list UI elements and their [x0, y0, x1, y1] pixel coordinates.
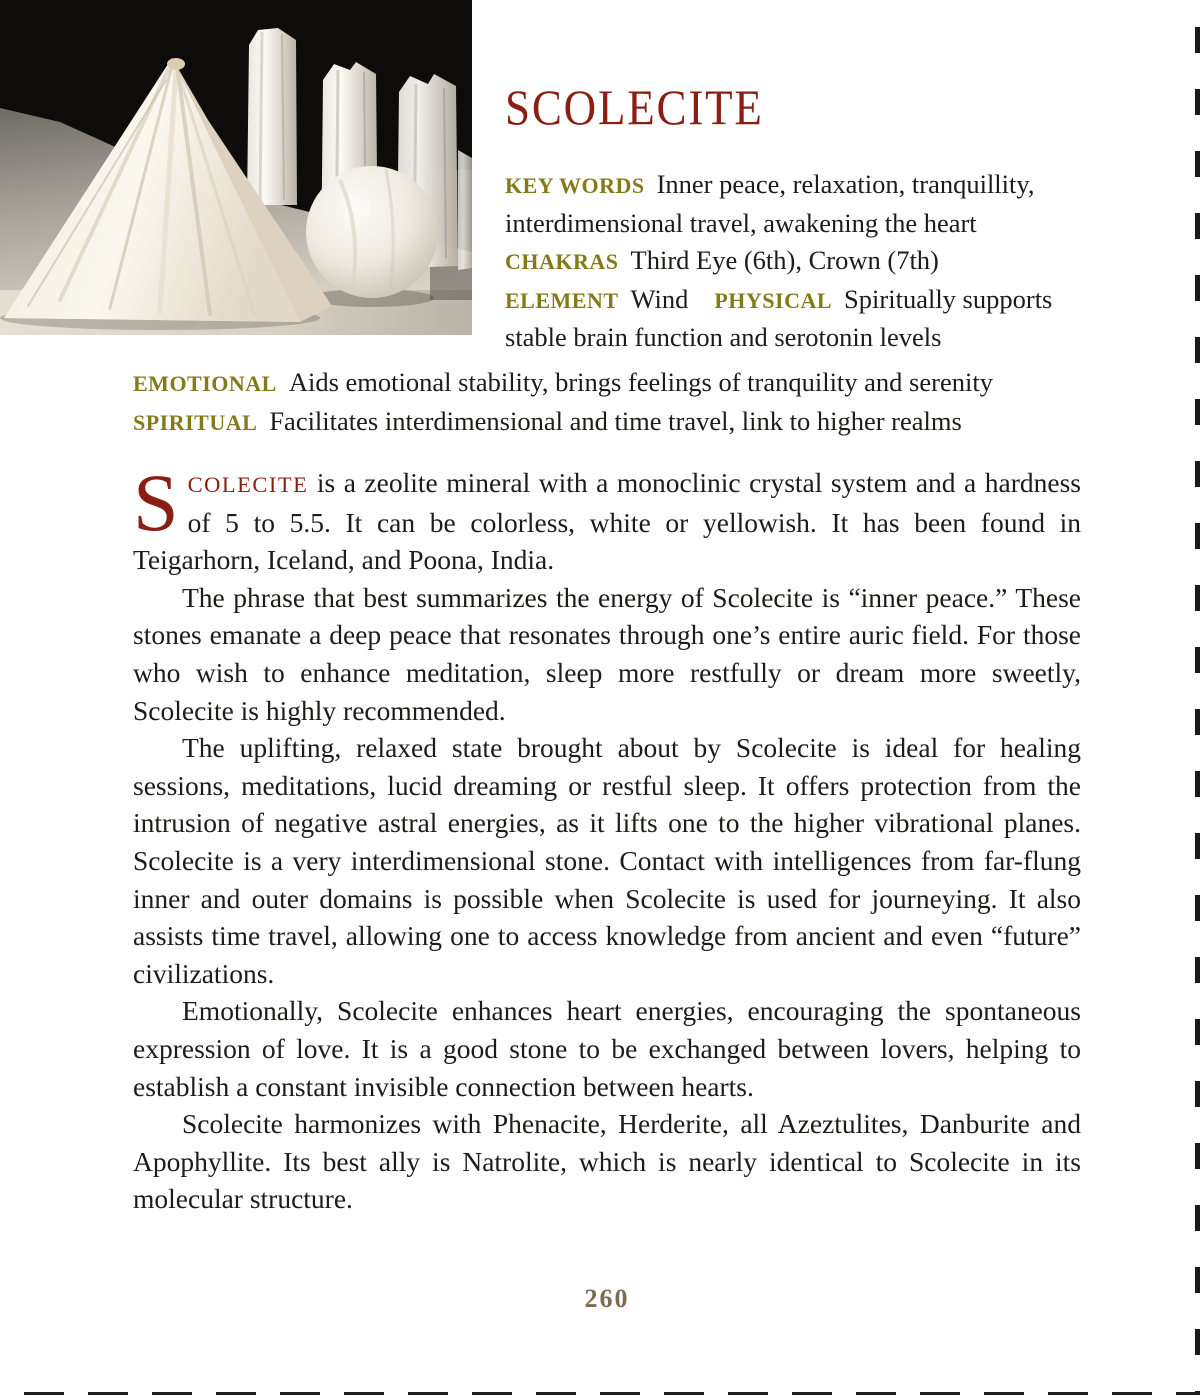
spiritual-line — [133, 403, 1085, 442]
body-paragraph: Emotionally, Scolecite enhances heart energies, encouraging the spontaneous expression of love. It is a good stone to be exchanged between lovers, helping to establish a constant invisible connection between hearts. — [133, 995, 1081, 1102]
crystals-illustration — [0, 0, 472, 335]
properties-column — [505, 166, 1083, 357]
lead-text: is a zeolite mineral with a monoclinic crystal system and a hardness of 5 to 5.5. It can be colorless, white or yellowish. It has been found in Teigarhorn, Iceland, and Poona, India. — [133, 467, 1081, 576]
chakras-label: CHAKRAS — [505, 249, 619, 274]
body-paragraph: The uplifting, relaxed state brought about by Scolecite is ideal for healing sessions, meditations, lucid dreaming or restful sleep. It offers protection from the intrusion of negative astral energies, as it lifts one to the higher vibrational planes. Scolecite is a very interdimensional stone. Contact with intelligences from far-flung inner and outer domains is possible when Scolecite is used for journeying. It also assists time travel, allowing one to access knowledge from ancient and even “future” civilizations. — [133, 732, 1081, 989]
emotional-line — [133, 364, 1085, 403]
header-column — [505, 79, 1083, 357]
properties-full-width — [133, 364, 1085, 441]
page-edge-tabs-right — [1195, 27, 1200, 1393]
element-label: ELEMENT — [505, 287, 619, 313]
lead-smallcaps: COLECITE — [187, 472, 309, 497]
key-words-value: Inner peace, relaxation, tranquillity, interdimensional travel, awakening the heart — [505, 169, 1035, 238]
chakras-value: Third Eye (6th), Crown (7th) — [630, 245, 939, 275]
page-title: SCOLECITE — [505, 79, 764, 135]
element-physical-line — [505, 281, 1083, 357]
physical-value: Spiritually supports stable brain function and serotonin levels — [505, 283, 1053, 352]
body-paragraph: Scolecite harmonizes with Phenacite, Herderite, all Azeztulites, Danburite and Apophyllite. Its best ally is Natrolite, which is nearly identical to Scolecite in its molecular structure. — [133, 1108, 1081, 1215]
spiritual-label: SPIRITUAL — [133, 409, 258, 435]
emotional-value: Aids emotional stability, brings feelings of tranquility and serenity — [288, 367, 993, 397]
physical-label: PHYSICAL — [714, 287, 833, 313]
key-words-line — [505, 166, 1083, 242]
scolecite-photo — [0, 0, 472, 335]
element-value: Wind — [630, 283, 689, 314]
body-paragraph: The phrase that best summarizes the energy of Scolecite is “inner peace.” These stones emanate a deep peace that resonates through one’s entire auric field. For those who wish to enhance meditation, sleep more restfully or dream more sweetly, Scolecite is highly recommended. — [133, 581, 1081, 726]
page-number: 260 — [584, 1284, 630, 1313]
drop-cap: S — [133, 457, 179, 548]
body-text — [133, 457, 1081, 1218]
spiritual-value: Facilitates interdimensional and time travel, link to higher realms — [269, 405, 962, 436]
emotional-label: EMOTIONAL — [133, 371, 277, 396]
page-edge-dashes-bottom — [0, 1392, 1200, 1395]
chakras-line — [505, 242, 1083, 281]
lead-paragraph — [133, 457, 1081, 579]
key-words-label: KEY WORDS — [505, 173, 645, 198]
